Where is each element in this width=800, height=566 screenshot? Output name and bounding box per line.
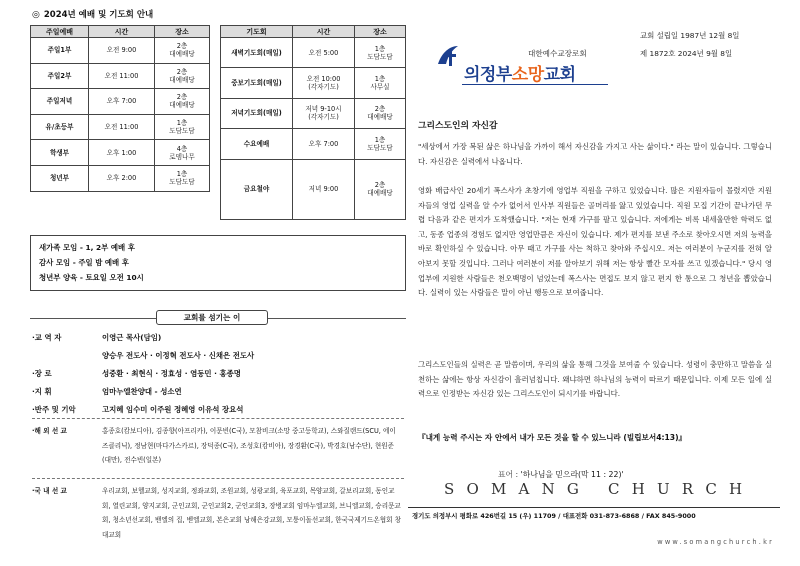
prayer-name: 새벽기도회(매일) (221, 38, 293, 68)
prayer-time: 저녁 9:00 (293, 159, 355, 219)
staff-role: ·교 역 자 (32, 333, 62, 342)
staff-role: ·장 로 (32, 369, 52, 378)
staff-elders (32, 368, 241, 379)
table-row (221, 98, 406, 128)
column-header: 기도회 (221, 26, 293, 38)
cross-flame-icon (434, 42, 462, 70)
table-row (31, 114, 210, 140)
service-time: 오후 1:00 (89, 140, 155, 166)
staff-evangelists (32, 350, 254, 361)
prayer-time: 저녁 9-10시 (각자기도) (293, 98, 355, 128)
service-time: 오후 2:00 (89, 165, 155, 191)
service-time: 오전 11:00 (89, 114, 155, 140)
table-row (31, 140, 210, 166)
table-row (31, 38, 210, 64)
notice-thanks: 감사 모임 - 주일 밤 예배 후 (39, 258, 129, 267)
table-row (31, 63, 210, 89)
prayer-place: 2층 대예배당 (355, 98, 406, 128)
service-name: 유/초등부 (31, 114, 89, 140)
service-place: 1층 도담도담 (155, 114, 210, 140)
worship-schedule-table (30, 25, 210, 192)
staff-pastor (32, 332, 161, 343)
prayer-name: 수요예배 (221, 129, 293, 159)
service-name: 청년부 (31, 165, 89, 191)
left-page (24, 4, 401, 560)
bible-verse: 『내게 능력 주시는 자 안에서 내가 모든 것을 할 수 있느니라 (빌립보서4:13)』 (418, 433, 687, 442)
service-time: 오전 11:00 (89, 63, 155, 89)
staff-names: 이영근 목사(담임) (102, 333, 162, 342)
notice-newcomer: 새가족 모임 - 1, 2부 예배 후 (39, 243, 135, 252)
church-name: 의정부소망교회 (464, 65, 576, 85)
overseas-missions (32, 424, 402, 468)
prayer-name: 금요철야 (221, 159, 293, 219)
table-row (221, 68, 406, 98)
church-logo (434, 34, 609, 84)
divider-left (30, 318, 156, 319)
address-divider (408, 507, 780, 508)
column-header: 장소 (355, 26, 406, 38)
church-address: 경기도 의정부시 평화로 426번길 15 (우) 11709 / 대표전화 031-873-6868 / FAX 845-9000 (412, 512, 696, 520)
service-name: 주일2부 (31, 63, 89, 89)
issue-number: 제 1872호 2024년 9월 8일 (640, 49, 733, 58)
service-place: 2층 대예배당 (155, 89, 210, 115)
motto-text: '하나님을 믿으라(막 11 : 22)' (520, 470, 624, 479)
service-place: 2층 대예배당 (155, 38, 210, 64)
column-header: 장소 (155, 26, 210, 38)
brand-wordmark: SOMANG CHURCH (444, 480, 755, 498)
missions-list: 홍종호(캄보디아), 김종향(아프리카), 이문빈(C국), 모참비크(소망 중고등학교), 스와질랜드(SCU, 에이즈클리닉), 정남현(마다가스카르), 장덕종(C국), 조성호(캄비아), 장경환(C국), 박경호(남수단), 현원준(대만), 전수빈(일본) (102, 427, 396, 464)
right-page (408, 4, 780, 560)
service-place: 2층 대예배당 (155, 63, 210, 89)
prayer-name: 중보기도회(매일) (221, 68, 293, 98)
article-title: 그리스도인의 자신감 (418, 121, 498, 131)
service-time: 오전 9:00 (89, 38, 155, 64)
service-place: 4층 로뎀나무 (155, 140, 210, 166)
article-paragraph-2: 영화 배급사인 20세기 폭스사가 초창기에 영업부 직원을 구하고 있었습니다. 많은 지원자들이 몰렸지만 지원자들의 영업 실력을 알 수가 없어서 인사부 직원들은 골머리를 앓고 있었습니다. 직원 모집 기간이 끝나가던 무렵 다음과 같은 편지가 도착했습니다. "저는 현재 가구를 팔고 있습니다. 저에게는 비록 내세울만한 학력도 없고, 동종 업종의 경험도 없지만 영업만큼은 자신이 있습니다. 제가 편지를 보낸 주소로 찾아오시면 저의 능력을 바로 확인하실 수 있습니다. 아무 때고 가구를 사는 척하고 찾아와 주십시오. 저는 여러분이 누군지를 전혀 알아보지 못할 것입니다. 그러나 여러분이 저를 알아보기 위해 저는 항상 빨간 모자를 쓰고 있겠습니다." 당시 영업부에 지원한 사람들은 천오백명이 넘었는데 폭스사는 면접도 보지 않고 편지 한 통으로 그 청년을 뽑았습니다. 실력이 있는 사람들은 말이 아닌 행동으로 보여줍니다. (418, 186, 772, 298)
prayer-place: 1층 사무실 (355, 68, 406, 98)
staff-role: ·지 휘 (32, 387, 52, 396)
missions-list: 우리교회, 보헬교회, 성지교회, 정좌교회, 조원교회, 성광교회, 육포교회, 목양교회, 갈보리교회, 동인교회, 열린교회, 양지교회, 군인교회, 군인교회2, 군인교회3, 장병교회 임마누엘교회, 브니엘교회, 승리문교회, 청소년선교회, 밴엘의 집, 벧엘교회, 본은교회 낭해은강교회, 모퉁이돌선교회, 한국국제기드온협회 창대교회 (102, 487, 401, 539)
column-header: 시간 (89, 26, 155, 38)
service-name: 학생부 (31, 140, 89, 166)
prayer-time: 오전 5:00 (293, 38, 355, 68)
dashed-divider (32, 478, 404, 479)
article-paragraph-3: 그리스도인들의 실력은 곧 말씀이며, 우리의 삶을 통해 그것을 보여줄 수 있습니다. 성령이 충만하고 말씀을 실천하는 삶에는 항상 자신감이 흘러넘칩니다. 왜냐하면 하나님의 능력이 따르기 때문입니다. 이제 모든 일에 실력으로 인정받는 자신감 있는 그리스도인이 되시기를 바랍니다. (418, 360, 772, 399)
staff-names: 성중환 · 최현식 · 정효성 · 염동민 · 홍종명 (102, 369, 241, 378)
logo-underline (462, 84, 608, 85)
prayer-place: 1층 도담도담 (355, 129, 406, 159)
prayer-name: 저녁기도회(매일) (221, 98, 293, 128)
column-header: 주일예배 (31, 26, 89, 38)
missions-role: ·해 외 선 교 (32, 427, 67, 435)
staff-accompanists (32, 404, 243, 415)
prayer-time: 오후 7:00 (293, 129, 355, 159)
prayer-place: 1층 도담도담 (355, 38, 406, 68)
table-row (221, 159, 406, 219)
missions-role: ·국 내 선 교 (32, 487, 67, 495)
schedule-title-text: 2024년 예배 및 기도회 안내 (43, 10, 154, 20)
serve-title: 교회를 섬기는 이 (156, 310, 268, 325)
denomination: 대한예수교장로회 (528, 49, 587, 58)
domestic-missions (32, 484, 402, 542)
notice-box (30, 235, 406, 291)
prayer-schedule-table (220, 25, 406, 220)
table-row (31, 165, 210, 191)
dashed-divider (32, 418, 404, 419)
service-time: 오후 7:00 (89, 89, 155, 115)
staff-role: ·반주 및 기악 (32, 405, 76, 414)
service-place: 1층 도담도담 (155, 165, 210, 191)
notice-youth: 청년부 양육 - 토요일 오전 10시 (39, 273, 144, 282)
table-row (221, 38, 406, 68)
schedule-title (32, 8, 153, 20)
website-link[interactable]: www.somangchurch.kr (657, 538, 774, 546)
church-motto (498, 469, 624, 480)
prayer-time: 오전 10:00 (각자기도) (293, 68, 355, 98)
circle-bullet-icon: ◎ (32, 10, 40, 20)
motto-label: 표어 : (498, 470, 519, 479)
table-row (221, 129, 406, 159)
prayer-place: 2층 대예배당 (355, 159, 406, 219)
service-name: 주일1부 (31, 38, 89, 64)
staff-names: 고지혜 임수미 이주원 정혜영 이유석 장요석 (102, 405, 244, 414)
staff-names: 엄마누엘찬양대 - 성소연 (102, 387, 182, 396)
established-date: 교회 설립일 1987년 12월 8일 (640, 31, 740, 40)
service-name: 주일저녁 (31, 89, 89, 115)
article-paragraph-1: "세상에서 가장 복된 삶은 하나님을 가까이 해서 자신감을 가지고 사는 삶이다." 라는 말이 있습니다. 그렇습니다. 자신감은 실력에서 나옵니다. (418, 142, 772, 166)
table-row (31, 89, 210, 115)
staff-names: 양승우 전도사 · 이정혁 전도사 · 신채은 전도사 (102, 351, 255, 360)
staff-conductor (32, 386, 182, 397)
column-header: 시간 (293, 26, 355, 38)
divider-right (268, 318, 406, 319)
